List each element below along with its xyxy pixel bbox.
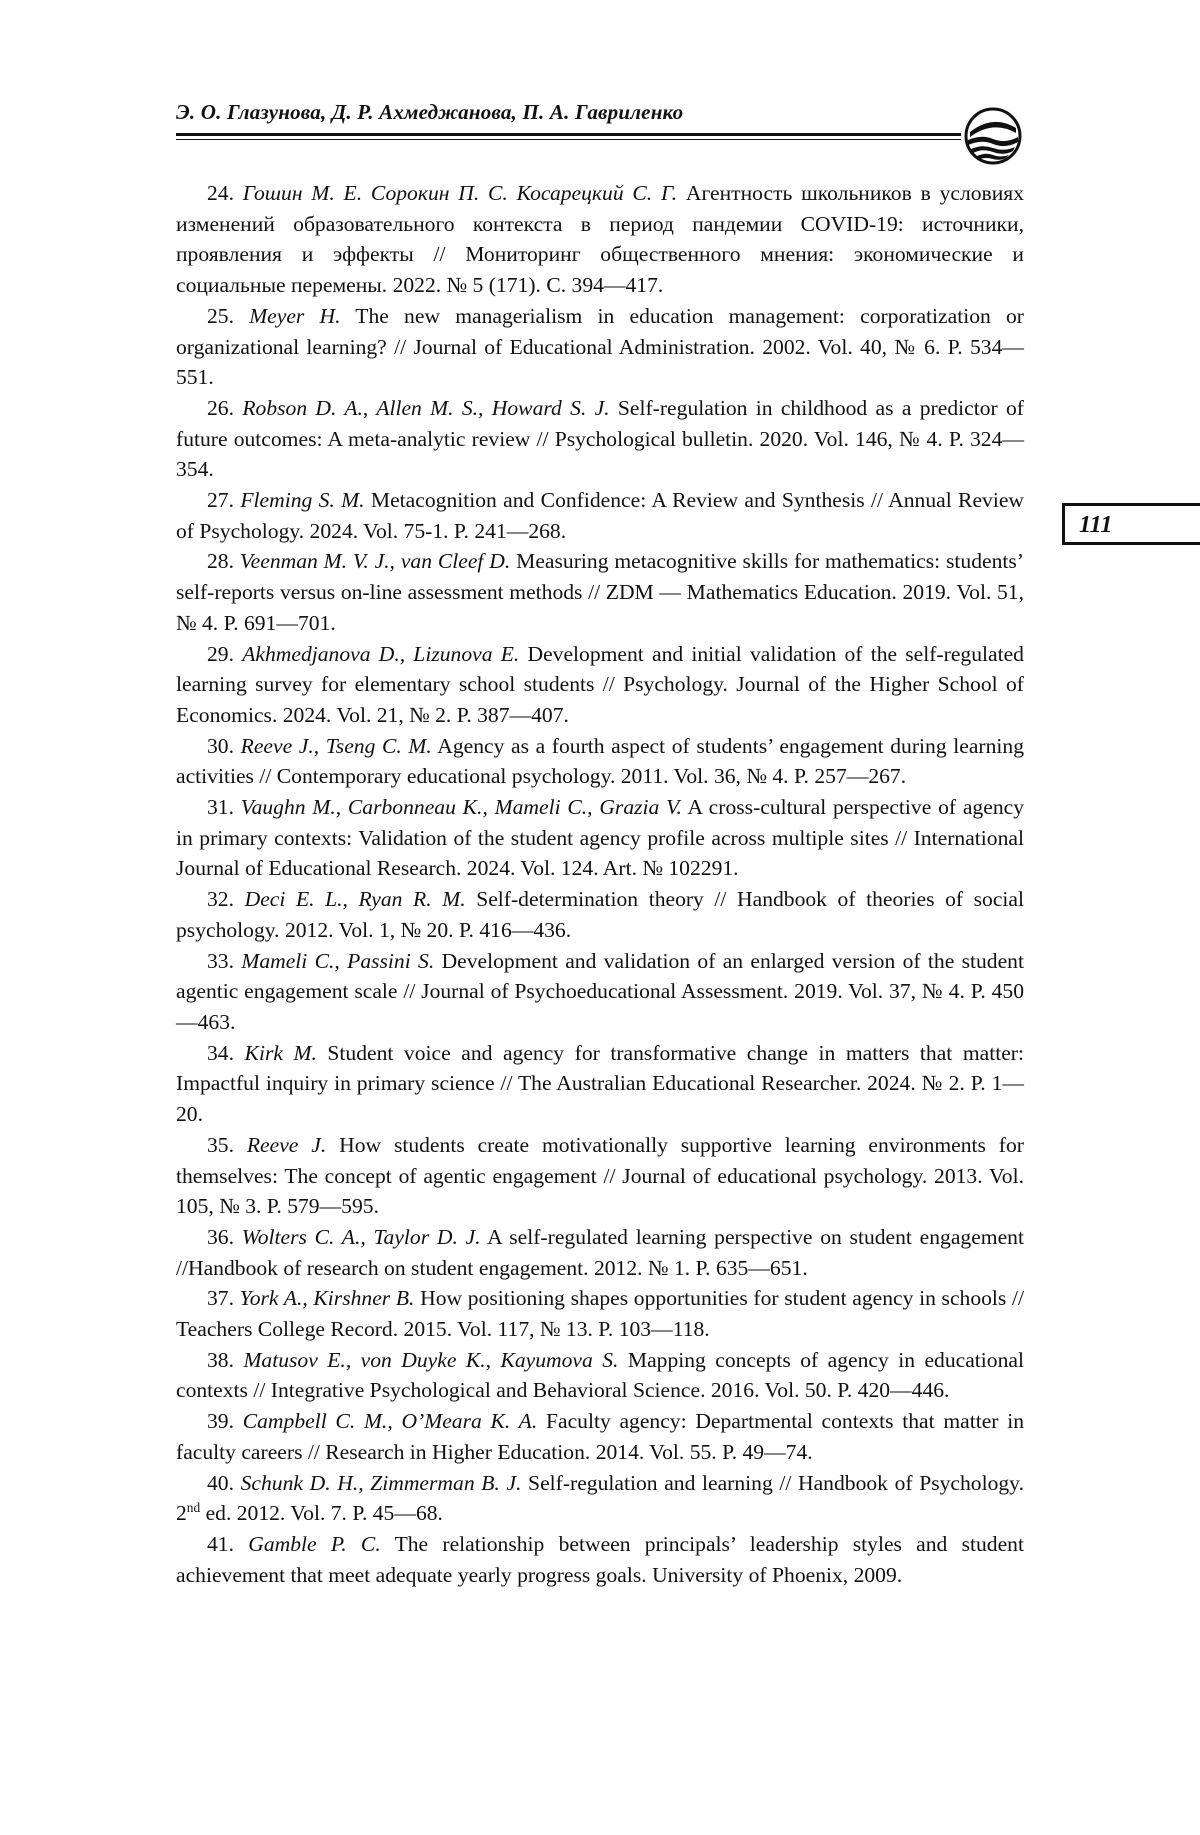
page-number: 111 xyxy=(1079,512,1113,538)
reference-item xyxy=(176,546,1024,638)
reference-authors: Deci E. L., Ryan R. M. xyxy=(244,887,466,912)
reference-authors: Meyer H. xyxy=(249,303,341,328)
reference-number: 24. xyxy=(207,181,234,205)
reference-item xyxy=(176,1406,1024,1467)
header-rule-thick xyxy=(176,133,961,136)
reference-item xyxy=(176,1283,1024,1344)
reference-text: Student voice and agency for transformative change in matters that matter: Impactful inquiry in primary science // The Australian Educational Researcher. 2024. № 2. P. 1—20. xyxy=(176,1040,1024,1127)
reference-item xyxy=(176,1038,1024,1130)
reference-text: The new managerialism in education management: corporatization or organizational learning? // Journal of Educational Administration. 2002. Vol. 40, № 6. P. 534—551. xyxy=(176,303,1024,390)
reference-number: 28. xyxy=(207,549,234,574)
running-head-authors: Э. О. Глазунова, Д. Р. Ахмеджанова, П. А. Гавриленко xyxy=(176,100,684,124)
header-rule-thin xyxy=(176,139,961,140)
reference-text: ed. 2012. Vol. 7. P. 45—68. xyxy=(200,1501,443,1526)
reference-authors: Fleming S. M. xyxy=(240,488,365,513)
reference-authors: Akhmedjanova D., Lizunova E. xyxy=(242,641,520,666)
reference-number: 34. xyxy=(207,1040,234,1065)
reference-number: 38. xyxy=(207,1347,234,1372)
reference-text: A cross-cultural perspective of agency in primary contexts: Validation of the student agency profile across multiple sites // International Journal of Educational Research. 2024. Vol. 124. Art. № 102291. xyxy=(176,795,1024,881)
reference-number: 26. xyxy=(207,395,234,420)
reference-text: Development and initial validation of the self-regulated learning survey for elementary school students // Psychology. Journal of the Higher School of Economics. 2024. Vol. 21, № 2. P. 387—407. xyxy=(176,641,1024,727)
reference-number: 41. xyxy=(207,1531,234,1556)
reference-authors: Kirk M. xyxy=(244,1040,317,1065)
reference-text: Mapping concepts of agency in educational contexts // Integrative Psychological and Behavioral Science. 2016. Vol. 50. P. 420—446. xyxy=(176,1347,1024,1403)
reference-item xyxy=(176,731,1024,792)
reference-authors: Mameli C., Passini S. xyxy=(241,948,435,973)
reference-text: Faculty agency: Departmental contexts that matter in faculty careers // Research in Higher Education. 2014. Vol. 55. P. 49—74. xyxy=(176,1409,1025,1464)
reference-authors: Gamble P. C. xyxy=(248,1531,381,1556)
reference-authors: Гошин М. Е. Сорокин П. С. Косарецкий С. Г. xyxy=(242,181,678,205)
reference-number: 35. xyxy=(207,1132,234,1157)
reference-item xyxy=(176,178,1024,301)
reference-text: How students create motivationally supportive learning environments for themselves: The concept of agentic engagement // Journal of educational psychology. 2013. Vol. 105, № 3. P. 579—595. xyxy=(176,1132,1024,1219)
reference-item xyxy=(176,639,1024,731)
reference-text: How positioning shapes opportunities for student agency in schools // Teachers College Record. 2015. Vol. 117, № 13. P. 103—118. xyxy=(176,1286,1024,1342)
reference-number: 31. xyxy=(207,795,234,820)
reference-item xyxy=(176,485,1024,546)
reference-authors: Reeve J., Tseng C. M. xyxy=(240,733,432,758)
reference-number: 29. xyxy=(207,641,234,666)
reference-text: Self-regulation in childhood as a predictor of future outcomes: A meta-analytic review // Psychological bulletin. 2020. Vol. 146, № 4. P. 324—354. xyxy=(176,395,1024,482)
reference-number: 27. xyxy=(207,488,234,513)
reference-item xyxy=(176,792,1024,884)
reference-authors: Schunk D. H., Zimmerman B. J. xyxy=(240,1470,522,1495)
reference-text: Агентность школьников в условиях изменений образовательного контекста в период пандемии COVID-19: источники, проявления и эффекты // Мониторинг общественного мнения: экономические и социальные перемены. 2022. № 5 (171). С. 394—417. xyxy=(176,181,1024,298)
reference-item xyxy=(176,1130,1024,1222)
reference-text: Self-determination theory // Handbook of theories of social psychology. 2012. Vol. 1, № 20. P. 416—436. xyxy=(176,887,1025,942)
reference-authors: York A., Kirshner B. xyxy=(239,1286,415,1311)
reference-authors: Matusov E., von Duyke K., Kayumova S. xyxy=(243,1347,619,1372)
reference-item xyxy=(176,1468,1024,1529)
reference-number: 30. xyxy=(207,733,234,758)
reference-number: 37. xyxy=(207,1286,234,1311)
reference-item xyxy=(176,1529,1024,1590)
reference-text: Measuring metacognitive skills for mathematics: students’ self-reports versus on-line assessment methods // ZDM — Mathematics Education. 2019. Vol. 51, № 4. P. 691—701. xyxy=(176,549,1024,635)
journal-wave-logo-icon xyxy=(962,106,1024,166)
reference-text: A self-regulated learning perspective on student engagement //Handbook of research on student engagement. 2012. № 1. P. 635—651. xyxy=(176,1224,1024,1280)
reference-text: Metacognition and Confidence: A Review and Synthesis // Annual Review of Psychology. 2024. Vol. 75-1. P. 241—268. xyxy=(176,488,1024,543)
reference-item xyxy=(176,301,1024,393)
reference-authors: Reeve J. xyxy=(246,1132,327,1157)
reference-authors: Robson D. A., Allen M. S., Howard S. J. xyxy=(242,395,610,420)
reference-item xyxy=(176,393,1024,485)
reference-number: 33. xyxy=(207,948,234,973)
reference-number: 32. xyxy=(207,887,234,912)
reference-item xyxy=(176,1345,1024,1406)
reference-number: 39. xyxy=(207,1409,234,1434)
reference-text: The relationship between principals’ leadership styles and student achievement that meet adequate yearly progress goals. University of Phoenix, 2009. xyxy=(176,1531,1024,1587)
reference-item xyxy=(176,946,1024,1038)
reference-superscript: nd xyxy=(186,1500,201,1516)
reference-text: Self-regulation and learning // Handbook of Psychology. 2 xyxy=(176,1470,1024,1526)
reference-number: 40. xyxy=(207,1470,234,1495)
reference-authors: Wolters C. A., Taylor D. J. xyxy=(241,1224,481,1249)
reference-item xyxy=(176,1222,1024,1283)
reference-authors: Campbell C. M., O’Meara K. A. xyxy=(242,1409,538,1434)
reference-list xyxy=(176,178,1024,1590)
reference-number: 36. xyxy=(207,1224,234,1249)
reference-item xyxy=(176,884,1024,945)
reference-text: Development and validation of an enlarged version of the student agentic engagement scale // Journal of Psychoeducational Assessment. 2019. Vol. 37, № 4. P. 450—463. xyxy=(176,948,1024,1034)
reference-text: Agency as a fourth aspect of students’ engagement during learning activities // Contemporary educational psychology. 2011. Vol. 36, № 4. P. 257—267. xyxy=(176,733,1024,789)
reference-authors: Veenman M. V. J., van Cleef D. xyxy=(239,549,511,574)
reference-authors: Vaughn M., Carbonneau K., Mameli C., Grazia V. xyxy=(240,795,682,820)
page-number-tab xyxy=(1062,503,1200,545)
reference-number: 25. xyxy=(207,303,234,328)
